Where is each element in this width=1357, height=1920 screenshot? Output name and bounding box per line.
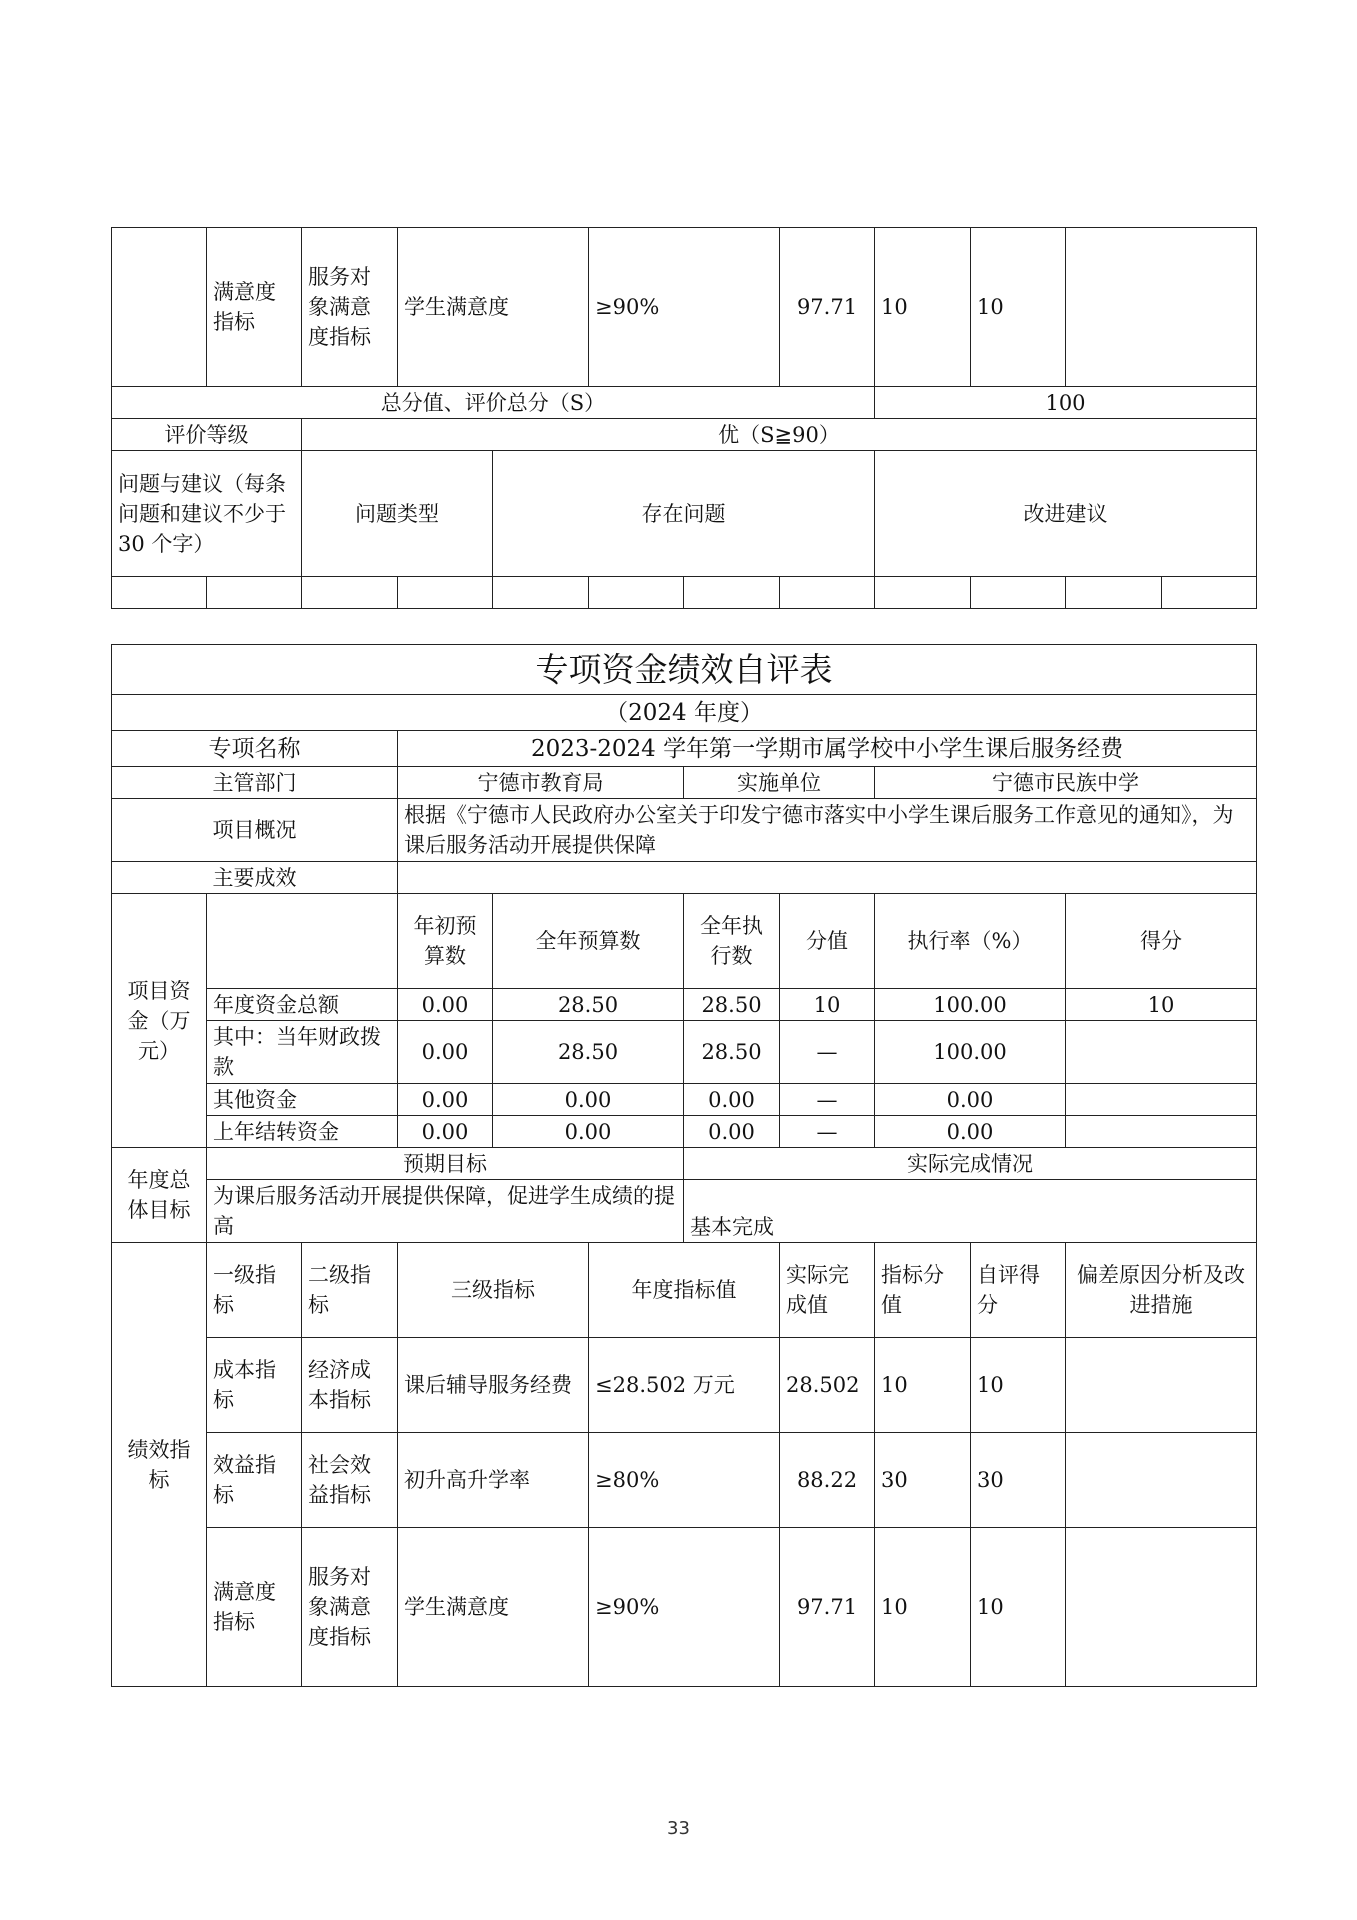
form-year: （2024 年度） [112, 695, 1257, 731]
goal-actual-header: 实际完成情况 [684, 1148, 1257, 1180]
funds-row [112, 989, 1257, 1021]
funds-weight: — [780, 1116, 875, 1148]
self-score: 10 [971, 228, 1066, 387]
funds-executed: 0.00 [684, 1116, 780, 1148]
ind-header-target: 年度指标值 [589, 1243, 780, 1338]
project-name-label: 专项名称 [112, 731, 398, 767]
suggestion-header: 改进建议 [875, 451, 1257, 577]
annual-target-value: ≥90% [589, 228, 780, 387]
funds-score [1066, 1021, 1257, 1084]
ind-level1: 成本指标 [207, 1338, 302, 1433]
issue-header: 存在问题 [493, 451, 875, 577]
funds-score [1066, 1084, 1257, 1116]
funds-executed: 28.50 [684, 1021, 780, 1084]
ind-reason [1066, 1338, 1257, 1433]
funds-row [112, 1116, 1257, 1148]
empty-cell [398, 577, 493, 609]
ind-target: ≥80% [589, 1433, 780, 1528]
funds-header-initial: 年初预算数 [398, 894, 493, 989]
funds-annual: 0.00 [493, 1116, 684, 1148]
previous-table-continuation [111, 227, 1257, 609]
indicator-row [112, 1528, 1257, 1687]
issues-label: 问题与建议（每条问题和建议不少于 30 个字） [112, 451, 302, 577]
funds-header-score: 得分 [1066, 894, 1257, 989]
empty-cell [493, 577, 589, 609]
funds-group-label: 项目资金（万元） [112, 894, 207, 1148]
empty-cell [207, 577, 302, 609]
ind-level3: 课后辅导服务经费 [398, 1338, 589, 1433]
overview-label: 项目概况 [112, 799, 398, 862]
ind-score: 30 [971, 1433, 1066, 1528]
indicator-row [112, 1338, 1257, 1433]
total-score-label: 总分值、评价总分（S） [112, 387, 875, 419]
level2-indicator: 服务对象满意度指标 [302, 228, 398, 387]
level1-indicator: 满意度指标 [207, 228, 302, 387]
empty-cell [1066, 577, 1162, 609]
ind-header-actual: 实际完成值 [780, 1243, 875, 1338]
ind-header-weight: 指标分值 [875, 1243, 971, 1338]
dept-label: 主管部门 [112, 767, 398, 799]
funds-row [112, 1084, 1257, 1116]
ind-weight: 10 [875, 1338, 971, 1433]
funds-header-rate: 执行率（%） [875, 894, 1066, 989]
ind-reason [1066, 1528, 1257, 1687]
goal-actual-text: 基本完成 [684, 1180, 1257, 1243]
funds-annual: 28.50 [493, 1021, 684, 1084]
ind-reason [1066, 1433, 1257, 1528]
ind-actual: 28.502 [780, 1338, 875, 1433]
funds-initial: 0.00 [398, 1021, 493, 1084]
dept-value: 宁德市教育局 [398, 767, 684, 799]
ind-score: 10 [971, 1338, 1066, 1433]
ind-level2: 社会效益指标 [302, 1433, 398, 1528]
funds-annual: 28.50 [493, 989, 684, 1021]
ind-target: ≤28.502 万元 [589, 1338, 780, 1433]
ind-header-level2: 二级指标 [302, 1243, 398, 1338]
funds-row-label: 上年结转资金 [207, 1116, 398, 1148]
funds-header-weight: 分值 [780, 894, 875, 989]
achievement-text [398, 862, 1257, 894]
funds-rate: 100.00 [875, 989, 1066, 1021]
empty-cell [875, 577, 971, 609]
funds-rate: 0.00 [875, 1116, 1066, 1148]
empty-cell [112, 577, 207, 609]
ind-header-level3: 三级指标 [398, 1243, 589, 1338]
empty-cell [684, 577, 780, 609]
funds-score [1066, 1116, 1257, 1148]
form-title: 专项资金绩效自评表 [112, 645, 1257, 695]
funds-score: 10 [1066, 989, 1257, 1021]
goal-expected-text: 为课后服务活动开展提供保障，促进学生成绩的提高 [207, 1180, 684, 1243]
funds-weight: — [780, 1021, 875, 1084]
ind-level2: 经济成本指标 [302, 1338, 398, 1433]
weight-value: 10 [875, 228, 971, 387]
ind-actual: 88.22 [780, 1433, 875, 1528]
ind-level3: 初升高升学率 [398, 1433, 589, 1528]
deviation-reason [1066, 228, 1257, 387]
ind-score: 10 [971, 1528, 1066, 1687]
funds-weight: — [780, 1084, 875, 1116]
funds-executed: 28.50 [684, 989, 780, 1021]
funds-executed: 0.00 [684, 1084, 780, 1116]
empty-cell [302, 577, 398, 609]
level3-indicator: 学生满意度 [398, 228, 589, 387]
empty-cell [780, 577, 875, 609]
ind-actual: 97.71 [780, 1528, 875, 1687]
overview-text: 根据《宁德市人民政府办公室关于印发宁德市落实中小学生课后服务工作意见的通知》，为课后服务活动开展提供保障 [398, 799, 1257, 862]
funds-row-label: 其中：当年财政拨款 [207, 1021, 398, 1084]
ind-level3: 学生满意度 [398, 1528, 589, 1687]
empty-cell [1162, 577, 1257, 609]
ind-weight: 10 [875, 1528, 971, 1687]
funds-row-label: 其他资金 [207, 1084, 398, 1116]
funds-row [112, 1021, 1257, 1084]
impl-label: 实施单位 [684, 767, 875, 799]
page-number: 33 [667, 1818, 690, 1839]
project-name: 2023-2024 学年第一学期市属学校中小学生课后服务经费 [398, 731, 1257, 767]
indicator-group-cell [112, 228, 207, 387]
ind-level2: 服务对象满意度指标 [302, 1528, 398, 1687]
funds-initial: 0.00 [398, 1084, 493, 1116]
funds-header-annual: 全年预算数 [493, 894, 684, 989]
empty-cell [589, 577, 684, 609]
grade-value: 优（S≧90） [302, 419, 1257, 451]
ind-target: ≥90% [589, 1528, 780, 1687]
total-score-value: 100 [875, 387, 1257, 419]
funds-rate: 100.00 [875, 1021, 1066, 1084]
ind-level1: 效益指标 [207, 1433, 302, 1528]
performance-self-evaluation-form [111, 644, 1257, 1687]
indicator-row [112, 1433, 1257, 1528]
goal-expected-header: 预期目标 [207, 1148, 684, 1180]
funds-header-blank [207, 894, 398, 989]
issue-type-header: 问题类型 [302, 451, 493, 577]
achievement-label: 主要成效 [112, 862, 398, 894]
indicators-label: 绩效指标 [112, 1243, 207, 1687]
funds-row-label: 年度资金总额 [207, 989, 398, 1021]
ind-header-reason: 偏差原因分析及改进措施 [1066, 1243, 1257, 1338]
ind-header-level1: 一级指标 [207, 1243, 302, 1338]
funds-rate: 0.00 [875, 1084, 1066, 1116]
grade-label: 评价等级 [112, 419, 302, 451]
ind-level1: 满意度指标 [207, 1528, 302, 1687]
funds-weight: 10 [780, 989, 875, 1021]
goal-label: 年度总体目标 [112, 1148, 207, 1243]
impl-value: 宁德市民族中学 [875, 767, 1257, 799]
funds-annual: 0.00 [493, 1084, 684, 1116]
actual-value: 97.71 [780, 228, 875, 387]
empty-cell [971, 577, 1066, 609]
funds-initial: 0.00 [398, 989, 493, 1021]
ind-weight: 30 [875, 1433, 971, 1528]
funds-initial: 0.00 [398, 1116, 493, 1148]
ind-header-score: 自评得分 [971, 1243, 1066, 1338]
funds-header-executed: 全年执行数 [684, 894, 780, 989]
